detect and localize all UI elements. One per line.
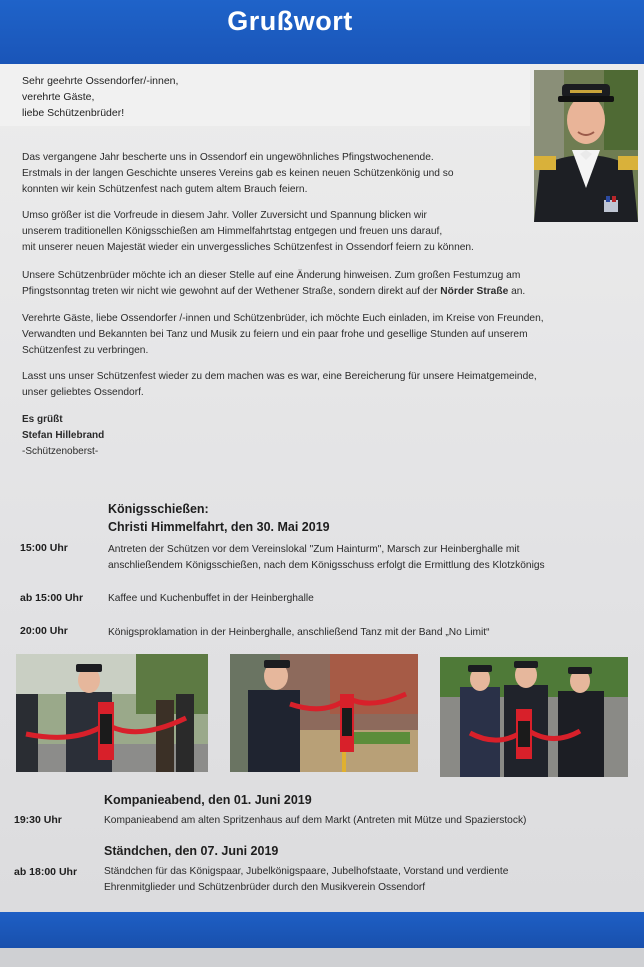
text-line: Verehrte Gäste, liebe Ossendorfer /-innen und Schützenbrüder, ich möchte Euch einladen, im Kreise von Freunden, [22, 313, 544, 324]
signature-role: -Schützenoberst- [22, 446, 99, 457]
text-span: Pfingstsonntag treten wir nicht wie gewohnt auf der Wethener Straße, sondern direkt auf der [22, 286, 441, 297]
event-description [104, 864, 508, 896]
event-koenig-title: Königsschießen: [108, 502, 209, 516]
event-kompanie-title: Kompanieabend, den 01. Juni 2019 [104, 793, 312, 807]
portrait-photo [534, 70, 638, 222]
signature-greeting: Es grüßt [22, 414, 63, 425]
street-name: Nörder Straße [440, 286, 509, 297]
event-time: 15:00 Uhr [20, 542, 68, 554]
event-description [108, 542, 545, 574]
text-line: Schützenfest zu verbringen. [22, 345, 149, 356]
photo-ribbon-ceremony-2 [230, 654, 418, 772]
event-staendchen-title: Ständchen, den 07. Juni 2019 [104, 844, 279, 858]
paragraph-2 [22, 208, 474, 256]
text-line: Verwandten und Bekannten bei Tanz und Musik zu feiern und ein paar frohe und gesellige Stunden auf unserem [22, 329, 528, 340]
paragraph-1 [22, 150, 454, 198]
text-line: Erstmals in der langen Geschichte unseres Vereins gab es keinen neuen Schützenkönig und so [22, 168, 454, 179]
text-line: unser geliebtes Ossendorf. [22, 387, 144, 398]
text-line: Ständchen für das Königspaar, Jubelkönigspaare, Jubelhofstaate, Vorstand und verdiente [104, 866, 509, 877]
page-title: Grußwort [227, 6, 353, 36]
text-line: Unsere Schützenbrüder möchte ich an dieser Stelle auf eine Änderung hinweisen. Zum großen Festumzug am [22, 270, 521, 281]
event-time: 20:00 Uhr [20, 625, 68, 637]
background-strip [0, 948, 644, 967]
photo-ribbon-ceremony-3 [440, 657, 628, 777]
paragraph-5 [22, 369, 537, 401]
text-line: mit unserer neuen Majestät wieder ein unvergessliches Schützenfest in Ossendorf feiern zu können. [22, 242, 474, 253]
text-line [22, 284, 525, 300]
event-description: Königsproklamation in der Heinberghalle, anschließend Tanz mit der Band „No Limit“ [108, 627, 490, 638]
event-koenig-date: Christi Himmelfahrt, den 30. Mai 2019 [108, 520, 330, 534]
event-time: ab 18:00 Uhr [14, 866, 78, 878]
greeting-line: verehrte Gäste, [22, 91, 95, 103]
text-line: Das vergangene Jahr bescherte uns in Ossendorf ein ungewöhnliches Pfingstwochenende. [22, 152, 434, 163]
paragraph-4 [22, 311, 544, 359]
text-line: Lasst uns unser Schützenfest wieder zu dem machen was es war, eine Bereicherung für unsere Heimatgemeinde, [22, 371, 537, 382]
event-description: Kaffee und Kuchenbuffet in der Heinberghalle [108, 593, 314, 604]
signature [22, 412, 104, 460]
text-line: anschließendem Königsschießen, nach dem Königsschuss erfolgt die Ermittlung des Klotzkönigs [108, 560, 545, 571]
photo-ribbon-ceremony-1 [16, 654, 208, 772]
text-line: Ehrenmitglieder und Schützenbrüder durch den Musikverein Ossendorf [104, 882, 426, 893]
greeting-line: Sehr geehrte Ossendorfer/-innen, [22, 75, 179, 87]
event-time: 19:30 Uhr [14, 814, 62, 826]
event-description: Kompanieabend am alten Spritzenhaus auf dem Markt (Antreten mit Mütze und Spazierstock) [104, 815, 527, 826]
text-line: konnten wir kein Schützenfest nach gutem altem Brauch feiern. [22, 184, 308, 195]
text-line: Antreten der Schützen vor dem Vereinslokal "Zum Hainturm", Marsch zur Heinberghalle mit [108, 544, 520, 555]
event-time: ab 15:00 Uhr [20, 592, 84, 604]
greeting-line: liebe Schützenbrüder! [22, 107, 125, 119]
text-line: Umso größer ist die Vorfreude in diesem Jahr. Voller Zuversicht und Spannung blicken wir [22, 210, 427, 221]
footer-band [0, 912, 644, 948]
text-line: unserem traditionellen Königsschießen am Himmelfahrtstag entgegen und freuen uns darauf, [22, 226, 443, 237]
signature-name: Stefan Hillebrand [22, 430, 105, 441]
greeting [22, 73, 178, 121]
text-span: an. [508, 286, 526, 297]
paragraph-3 [22, 268, 525, 300]
